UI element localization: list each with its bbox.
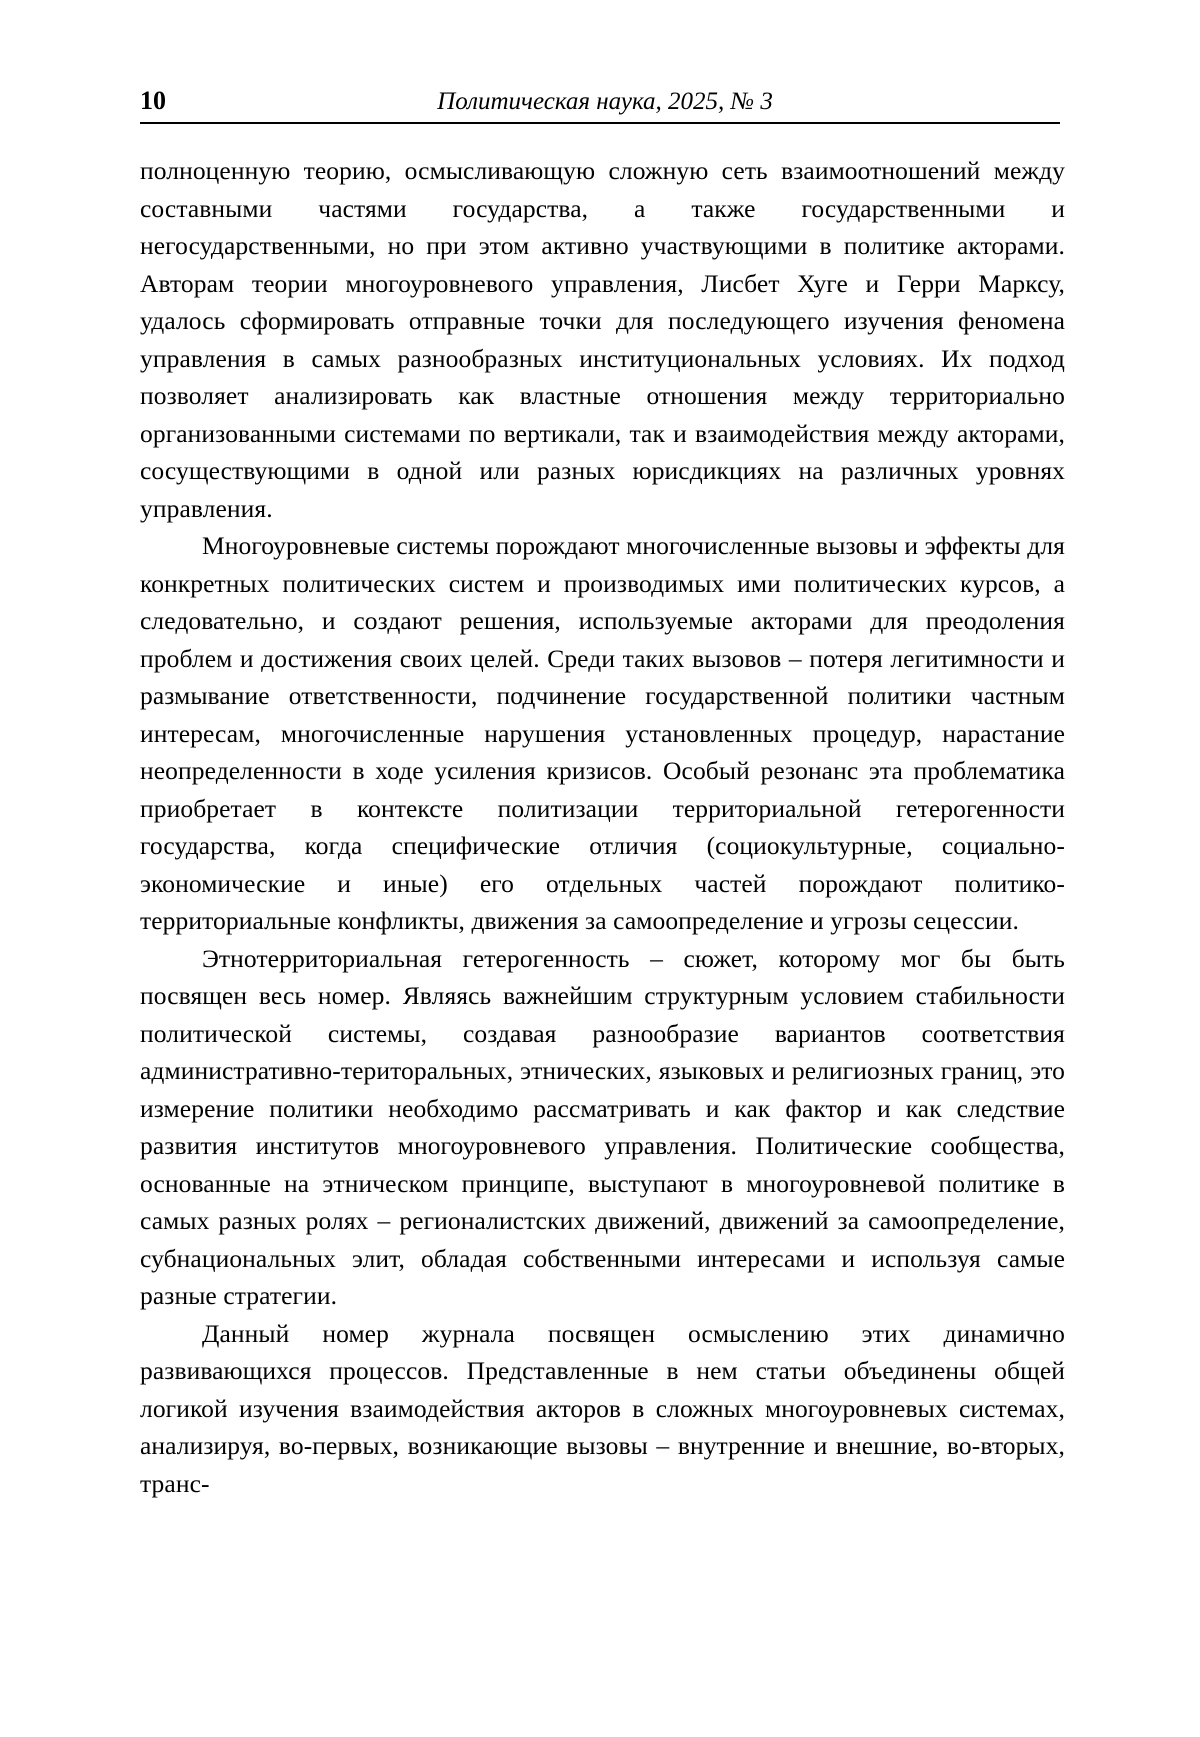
page-body [140, 152, 1065, 1502]
header-divider [140, 122, 1060, 124]
body-paragraph: Этнотерриториальная гетерогенность – сюжет, которому мог бы быть посвящен весь номер. Являясь важнейшим структурным условием стабильности политической системы, создавая разнообразие вариантов соответствия административно-територальных, этнических, языковых и религиозных границ, это измерение политики необходимо рассматривать и как фактор и как следствие развития институтов многоуровневого управления. Политические сообщества, основанные на этническом принципе, выступают в многоуровневой политике в самых разных ролях – регионалистских движений, движений за самоопределение, субнациональных элит, обладая собственными интересами и используя самые разные стратегии. [140, 943, 1065, 1310]
page-header [140, 88, 1060, 114]
body-paragraph: Данный номер журнала посвящен осмыслению этих динамично развивающихся процессов. Представленные в нем статьи объединены общей логикой изучения взаимодействия акторов в сложных многоуровневых системах, анализируя, во-первых, возникающие вызовы – внутренние и внешние, во-вторых, транс- [140, 1318, 1065, 1498]
body-paragraph: полноценную теорию, осмысливающую сложную сеть взаимоотношений между составными частями государства, а также государственными и негосударственными, но при этом активно участвующими в политике акторами. Авторам теории многоуровневого управления, Лисбет Хуге и Герри Марксу, удалось сформировать отправные точки для последующего изучения феномена управления в самых разнообразных институциональных условиях. Их подход позволяет анализировать как властные отношения между территориально организованными системами по вертикали, так и взаимодействия между акторами, сосуществующими в одной или разных юрисдикциях на различных уровнях управления. [140, 156, 1065, 523]
running-title: Политическая наука, 2025, № 3 [437, 88, 773, 115]
body-paragraph: Многоуровневые системы порождают многочисленные вызовы и эффекты для конкретных политических систем и производимых ими политических курсов, а следовательно, и создают решения, используемые акторами для преодоления проблем и достижения своих целей. Среди таких вызовов – потеря легитимности и размывание ответственности, подчинение государственной политики частным интересам, многочисленные нарушения установленных процедур, нарастание неопределенности в ходе усиления кризисов. Особый резонанс эта проблематика приобретает в контексте политизации территориальной гетерогенности государства, когда специфические отличия (социокультурные, социально-экономические и иные) его отдельных частей порождают политико-территориальные конфликты, движения за самоопределение и угрозы сецессии. [140, 531, 1065, 935]
page-number: 10 [140, 86, 166, 115]
